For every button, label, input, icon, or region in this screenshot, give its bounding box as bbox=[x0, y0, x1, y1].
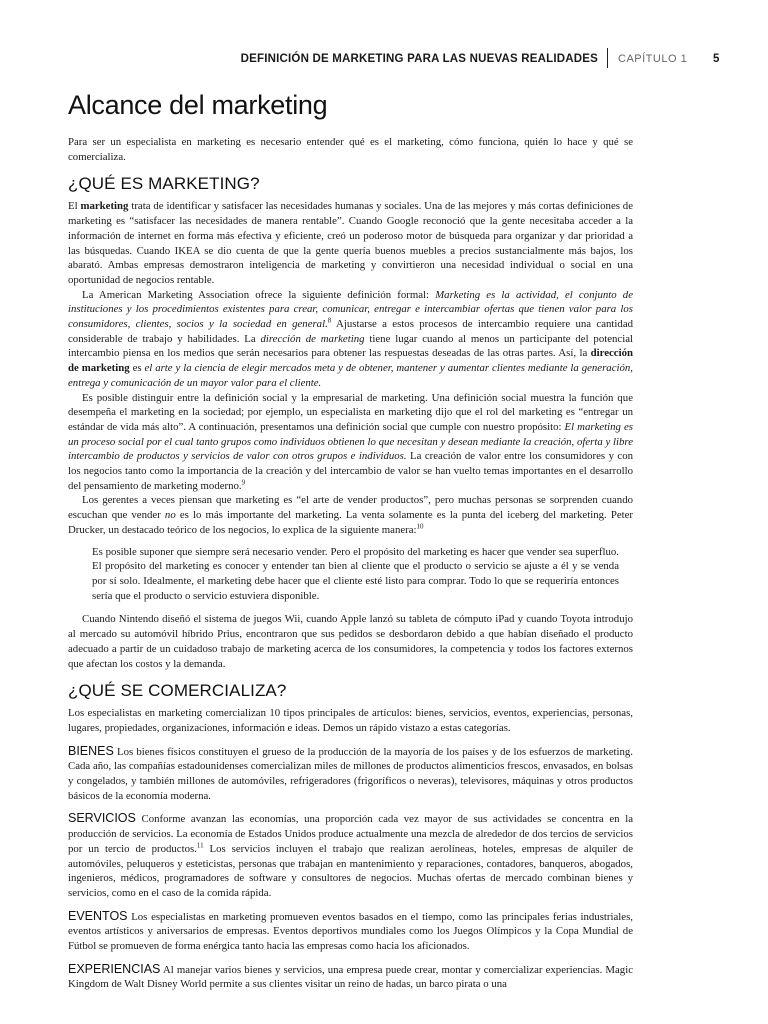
section-heading-que-es-marketing: ¿QUÉ ES MARKETING? bbox=[68, 174, 260, 194]
drucker-quote: Es posible suponer que siempre será necesario vender. Pero el propósito del marketing es hacer que vender sea superfluo. El propósito del marketing es conocer y entender tan bien al cliente que el producto o servicio se ajuste a él y se venda por sí solo. Idealmente, el marketing debe hacer que el cliente esté listo para comprar. Todo lo que se requeriría entonces sería que el producto o servicio estuviera disponible. bbox=[92, 545, 619, 602]
paragraph-ama-definition: La American Marketing Association ofrece la siguiente definición formal: Marketing es la actividad, el conjunto de instituciones y los procedimientos existentes para crear, comunicar, entregar e intercambiar ofertas que tienen valor para los consumidores, clientes, socios y la sociedad en general.$^8$ Ajustarse a estos procesos de intercambio requiere una cantidad considerable de trabajo y habilidades. La dirección de marketing tiene lugar cuando al menos un participante del potencial intercambio piensa en los medios que serán necesarios para obtener las respuestas deseadas de las otras partes. Así, la dirección de marketing es el arte y la ciencia de elegir mercados meta y de obtener, mantener y aumentar clientes mediante la generación, entrega y comunicación de un mayor valor para el cliente. bbox=[68, 288, 634, 389]
running-header bbox=[0, 48, 768, 70]
category-term: SERVICIOS bbox=[68, 811, 136, 826]
category-term: BIENES bbox=[68, 743, 114, 758]
page-title: Alcance del marketing bbox=[68, 90, 328, 120]
paragraph-definition: El marketing trata de identificar y satisfacer las necesidades humanas y sociales. Una de las mejores y más cortas definiciones de marketing es “satisfacer las necesidades de manera rentable”. Cuando Google reconoció que la gente necesitaba acceder a la información de internet en forma más efectiva y eficiente, creó un poderoso motor de búsqueda para organizar y dar prioridad a las búsquedas. Cuando IKEA se dio cuenta de que la gente quería buenos muebles a precios sustancialmente más bajos, los abarató. Ambas empresas demostraron inteligencia de marketing y convirtieron una necesidad individual o social en una oportunidad de negocios rentable. bbox=[68, 200, 633, 286]
paragraph-selling: Los gerentes a veces piensan que marketing es “el arte de vender productos”, pero muchas personas se sorprenden cuando escuchan que vender no es lo más importante del marketing. La venta solamente es la punta del iceberg del marketing. Peter Drucker, un destacado teórico de los negocios, lo explica de la siguiente manera:$^{10}$ bbox=[68, 494, 634, 536]
section-heading-que-se-comercializa: ¿QUÉ SE COMERCIALIZA? bbox=[68, 681, 287, 701]
category-term: EVENTOS bbox=[68, 908, 128, 923]
paragraph-examples: Cuando Nintendo diseñó el sistema de juegos Wii, cuando Apple lanzó su tableta de cómputo iPad y cuando Toyota introdujo al mercado su automóvil híbrido Prius, encontraron que sus pedidos se desbordaron debido a que habían diseñado el producto adecuado a partir de un cuidadoso trabajo de marketing acerca de los consumidores, la competencia y todos los factores externos que afectan los costos y la demanda. bbox=[68, 613, 633, 670]
header-divider bbox=[607, 48, 608, 68]
category-servicios: SERVICIOS Conforme avanzan las economías, una proporción cada vez mayor de sus actividades se concentra en la producción de servicios. La economía de Estados Unidos produce actualmente una mezcla de alrededor de dos tercios de servicios por un tercio de productos.$^{11}$ Los servicios incluyen el trabajo que realizan aerolíneas, hoteles, empresas de alquiler de automóviles, peluqueros y esteticistas, personas que trabajan en mantenimiento y reparaciones, contadores, banqueros, abogados, ingenieros, médicos, programadores de software y consultores de negocios. Muchas ofertas de mercado combinan bienes y servicios, como en el caso de la comida rápida. bbox=[68, 811, 633, 899]
chapter-label: CAPÍTULO 1 bbox=[618, 53, 688, 65]
paragraph-categories-intro: Los especialistas en marketing comercializan 10 tipos principales de artículos: bienes, servicios, eventos, experiencias, personas, lugares, propiedades, organizaciones, información e ideas. Demos un rápido vistazo a estas categorías. bbox=[68, 707, 633, 734]
page-body bbox=[68, 90, 633, 1000]
paragraph-social-definition: Es posible distinguir entre la definición social y la empresarial de marketing. Una definición social muestra la función que desempeña el marketing en la sociedad; por ejemplo, un especialista en marketing dijo que el rol del marketing es “entregar un estándar de vida más alto”. A continuación, presentamos una definición social que cumple con nuestro propósito: El marketing es un proceso social por el cual tanto grupos como individuos obtienen lo que necesitan y desean mediante la creación, oferta y libre intercambio de productos y servicios de valor con otros grupos e individuos. La creación de valor entre los consumidores y con los negocios tanto como la importancia de la creación y del intercambio de valor se han vuelto temas importantes en el desarrollo del pensamiento de marketing moderno.$^9$ bbox=[68, 391, 633, 492]
running-title: DEFINICIÓN DE MARKETING PARA LAS NUEVAS REALIDADES bbox=[240, 53, 598, 65]
category-term: EXPERIENCIAS bbox=[68, 961, 161, 976]
category-bienes: BIENES Los bienes físicos constituyen el grueso de la producción de la mayoría de los países y de los esfuerzos de marketing. Cada año, las compañías estadounidenses comercializan miles de millones de productos alimenticios frescos, envasados, en bolsas y congelados, y también millones de automóviles, refrigeradores (frigoríficos o neveras), televisores, máquinas y otros productos básicos de la economía moderna. bbox=[68, 743, 633, 802]
page-number: 5 bbox=[713, 53, 720, 65]
intro-paragraph: Para ser un especialista en marketing es necesario entender qué es el marketing, cómo funciona, quién lo hace y qué se comercializa. bbox=[68, 136, 633, 163]
category-experiencias: EXPERIENCIAS Al manejar varios bienes y servicios, una empresa puede crear, montar y comercializar experiencias. Magic Kingdom de Walt Disney World permite a sus clientes visitar un reino de hadas, un barco pirata o una bbox=[68, 961, 633, 991]
category-eventos: EVENTOS Los especialistas en marketing promueven eventos basados en el tiempo, como las principales ferias industriales, eventos artísticos y aniversarios de empresas. Eventos deportivos mundiales como los Juegos Olímpicos y la Copa Mundial de Fútbol se promueven de forma enérgica tanto hacia las empresas como hacia los aficionados. bbox=[68, 908, 633, 953]
